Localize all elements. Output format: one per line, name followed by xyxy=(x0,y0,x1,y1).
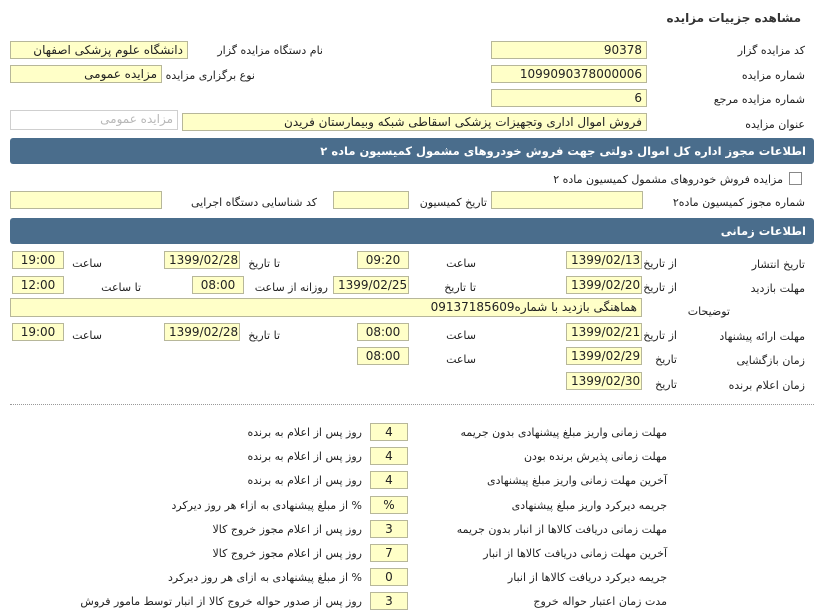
ref-field: 6 xyxy=(491,89,647,107)
opening-label: زمان بازگشایی xyxy=(736,354,805,367)
vehicle-check-label: مزایده فروش خودروهای مشمول کمیسیون ماده ۲ xyxy=(553,173,783,186)
term-value: 4 xyxy=(370,471,408,489)
commission-date-label: تاریخ کمیسیون xyxy=(419,196,487,209)
number-field: 1099090378000006 xyxy=(491,65,647,83)
winner-date: 1399/02/30 xyxy=(566,372,642,390)
permit-header-title: اطلاعات مجوز اداره کل اموال دولتی جهت فروش خودروهای مشمول کمیسیون ماده ۲ xyxy=(320,144,806,158)
code-field: 90378 xyxy=(491,41,647,59)
term-value: 3 xyxy=(370,520,408,538)
offer-time-label: ساعت xyxy=(446,329,476,342)
term-value: 7 xyxy=(370,544,408,562)
visit-to-time: 12:00 xyxy=(12,276,64,294)
winner-label: زمان اعلام برنده xyxy=(728,379,805,392)
ref-label: شماره مزایده مرجع xyxy=(713,93,805,106)
term-unit: روز پس از اعلام مجوز خروج کالا xyxy=(212,523,362,536)
publish-to-time-label: ساعت xyxy=(72,257,102,270)
offer-to-time: 19:00 xyxy=(12,323,64,341)
visit-to-date: 1399/02/25 xyxy=(333,276,409,294)
time-header-title: اطلاعات زمانی xyxy=(720,224,806,238)
visit-to-label: تا تاریخ xyxy=(444,281,476,294)
term-label: جریمه دیرکرد واریز مبلغ پیشنهادی xyxy=(511,499,667,512)
subject-field: فروش اموال اداری وتجهیزات پزشکی اسقاطی شبکه وبیمارستان فریدن xyxy=(182,113,647,131)
type-label: نوع برگزاری مزایده xyxy=(165,69,255,82)
publish-label: تاریخ انتشار xyxy=(751,258,805,271)
term-label: مهلت زمانی دریافت کالاها از انبار بدون جریمه xyxy=(456,523,667,536)
term-label: جریمه دیرکرد دریافت کالاها از انبار xyxy=(507,571,667,584)
opening-time-label: ساعت xyxy=(446,353,476,366)
term-value: 3 xyxy=(370,592,408,610)
org-field: دانشگاه علوم پزشکی اصفهان xyxy=(10,41,188,59)
visit-to-time-label: تا ساعت xyxy=(101,281,141,294)
code-label: کد مزایده گزار xyxy=(737,44,805,57)
term-unit: روز پس از اعلام مجوز خروج کالا xyxy=(212,547,362,560)
offer-label: مهلت ارائه پیشنهاد xyxy=(719,330,805,343)
term-label: مهلت زمانی پذیرش برنده بودن xyxy=(523,450,667,463)
subject-label: عنوان مزایده xyxy=(745,118,805,131)
permit-header xyxy=(10,138,814,164)
offer-from-date: 1399/02/21 xyxy=(566,323,642,341)
notes-field: هماهنگی بازدید با شماره09137185609 xyxy=(10,298,642,317)
publish-time-label: ساعت xyxy=(446,257,476,270)
term-value: % xyxy=(370,496,408,514)
term-label: آخرین مهلت زمانی دریافت کالاها از انبار xyxy=(483,547,667,560)
opening-date-label: تاریخ xyxy=(655,353,677,366)
term-label: مدت زمان اعتبار حواله خروج xyxy=(533,595,667,608)
commission-date-field xyxy=(333,191,409,209)
visit-from-label: از تاریخ xyxy=(643,281,677,294)
type-disabled-field: مزایده عمومی xyxy=(10,110,178,130)
visit-label: مهلت بازدید xyxy=(750,282,805,295)
term-unit: % از مبلغ پیشنهادی به ازاء هر روز دیرکرد xyxy=(171,499,362,512)
publish-to-time: 19:00 xyxy=(12,251,64,269)
visit-from-time: 08:00 xyxy=(192,276,244,294)
term-unit: روز پس از اعلام به برنده xyxy=(247,450,362,463)
term-unit: روز پس از اعلام به برنده xyxy=(247,426,362,439)
publish-to-label: تا تاریخ xyxy=(248,257,280,270)
permit-no-label: شماره مجوز کمیسیون ماده۲ xyxy=(672,196,805,209)
publish-from-label: از تاریخ xyxy=(643,257,677,270)
term-unit: روز پس از صدور حواله خروج کالا از انبار توسط مامور فروش xyxy=(80,595,362,608)
term-value: 4 xyxy=(370,447,408,465)
opening-time: 08:00 xyxy=(357,347,409,365)
number-label: شماره مزایده xyxy=(741,69,805,82)
offer-from-label: از تاریخ xyxy=(643,329,677,342)
offer-to-label: تا تاریخ xyxy=(248,329,280,342)
page-title: مشاهده جزییات مزایده xyxy=(666,11,801,25)
time-header xyxy=(10,218,814,244)
page-header xyxy=(0,0,825,36)
org-label: نام دستگاه مزایده گزار xyxy=(217,44,323,57)
term-value: 4 xyxy=(370,423,408,441)
offer-to-date: 1399/02/28 xyxy=(164,323,240,341)
term-unit: روز پس از اعلام به برنده xyxy=(247,474,362,487)
term-value: 0 xyxy=(370,568,408,586)
publish-from-time: 09:20 xyxy=(357,251,409,269)
exec-code-label: کد شناسایی دستگاه اجرایی xyxy=(190,196,317,209)
offer-to-time-label: ساعت xyxy=(72,329,102,342)
winner-date-label: تاریخ xyxy=(655,378,677,391)
exec-code-field xyxy=(10,191,162,209)
vehicle-checkbox[interactable] xyxy=(789,172,802,185)
term-label: آخرین مهلت زمانی واریز مبلغ پیشنهادی xyxy=(487,474,667,487)
permit-no-field xyxy=(491,191,643,209)
type-field: مزایده عمومی xyxy=(10,65,162,83)
publish-to-date: 1399/02/28 xyxy=(164,251,240,269)
notes-label: توضیحات xyxy=(687,305,730,318)
opening-date: 1399/02/29 xyxy=(566,347,642,365)
divider xyxy=(10,404,814,405)
term-label: مهلت زمانی واریز مبلغ پیشنهادی بدون جریمه xyxy=(460,426,667,439)
term-unit: % از مبلغ پیشنهادی به ازای هر روز دیرکرد xyxy=(168,571,362,584)
publish-from-date: 1399/02/13 xyxy=(566,251,642,269)
visit-daily-label: روزانه از ساعت xyxy=(254,281,328,294)
visit-from-date: 1399/02/20 xyxy=(566,276,642,294)
offer-from-time: 08:00 xyxy=(357,323,409,341)
